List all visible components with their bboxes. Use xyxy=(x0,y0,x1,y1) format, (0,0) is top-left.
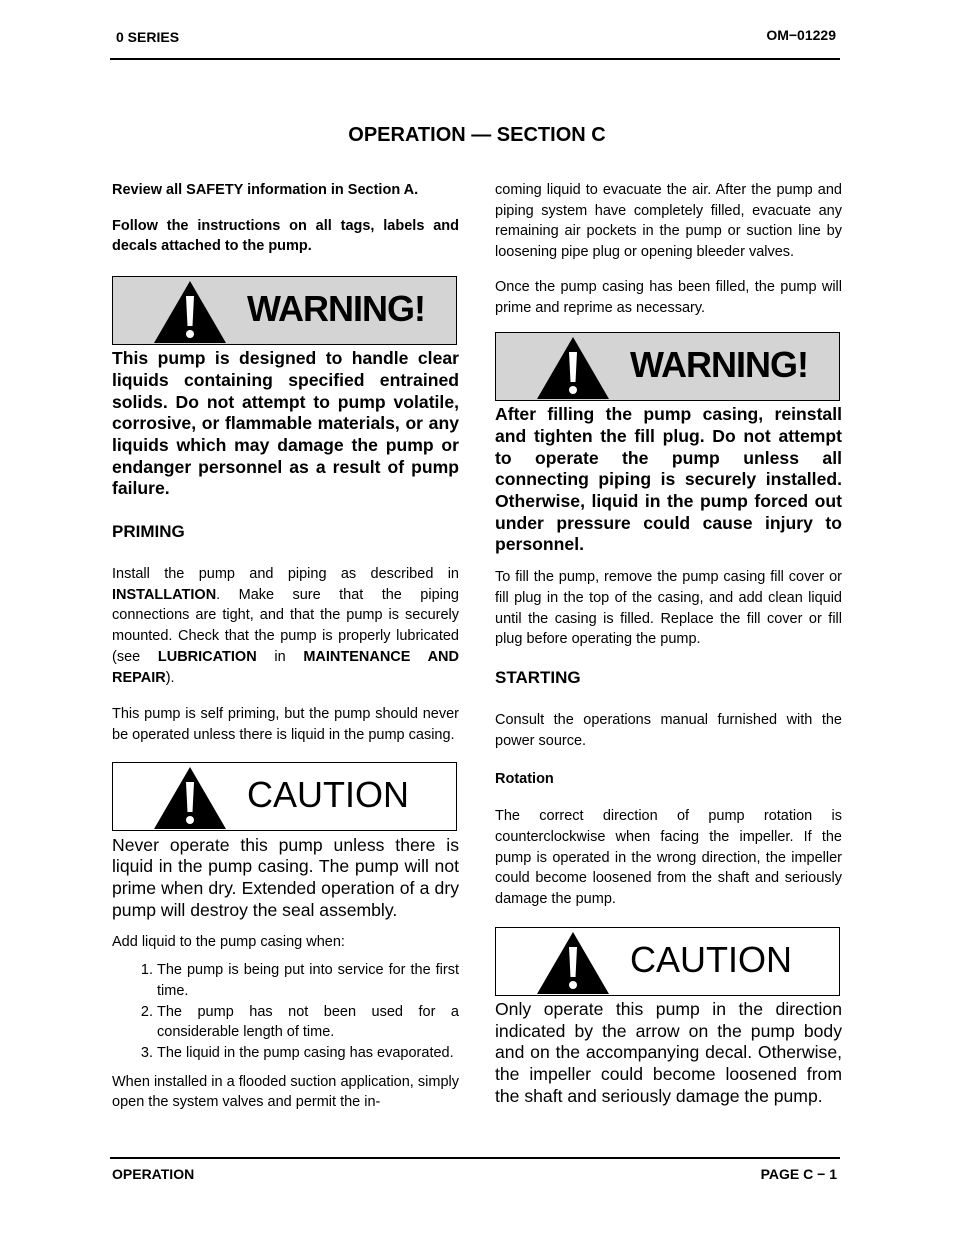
rotation-heading: Rotation xyxy=(495,771,554,788)
warning-text: This pump is designed to handle clear liquids containing specified entrained solids. Do not attempt to pump volatile, corrosive, or flammable materials, or any liquids which may damage the pump or endanger personnel as a result of pump failure. xyxy=(112,348,459,499)
caution-label: CAUTION xyxy=(630,938,792,980)
footer-section: OPERATION xyxy=(112,1166,195,1182)
reprime-paragraph: Once the pump casing has been filled, the pump will prime and reprime as necessary. xyxy=(495,278,842,316)
header-series: 0 SERIES xyxy=(116,29,180,45)
caution-box xyxy=(112,762,457,831)
tags-note: Follow the instructions on all tags, labels and decals attached to the pump. xyxy=(112,217,459,255)
rotation-paragraph: The correct direction of pump rotation is counterclockwise when facing the impeller. If the pump is operated in the wrong direction, the impeller could become loosened from the shaft and seriously damage the pump. xyxy=(495,808,842,908)
warning-box xyxy=(495,332,840,401)
warning-triangle-icon xyxy=(153,280,227,344)
fill-pump-paragraph: To fill the pump, remove the pump casing fill cover or fill plug in the top of the casing, and add clean liquid until the casing is filled. Replace the fill cover or fill plug before operating the pump. xyxy=(495,569,842,648)
warning-triangle-icon xyxy=(536,336,610,400)
header-rule xyxy=(110,58,840,60)
left-column xyxy=(112,180,459,1113)
warning-triangle-icon xyxy=(536,931,610,995)
priming-heading: PRIMING xyxy=(112,522,185,542)
warning-label: WARNING! xyxy=(630,344,808,386)
caution-text: Never operate this pump unless there is liquid in the pump casing. The pump will not prime when dry. Extended operation of a dry pump will destroy the seal assembly. xyxy=(112,834,459,920)
right-column xyxy=(495,180,842,1107)
footer-rule xyxy=(110,1157,840,1159)
evacuate-air-paragraph: coming liquid to evacuate the air. After the pump and piping system have completely filled, evacuate any remaining air pockets in the pump or suction line by loosening pipe plug or opening bleeder valves. xyxy=(495,182,842,261)
consult-paragraph: Consult the operations manual furnished with the power source. xyxy=(495,711,842,749)
add-liquid-list xyxy=(112,960,459,1064)
starting-heading: STARTING xyxy=(495,667,581,687)
footer-page-number: PAGE C − 1 xyxy=(760,1166,837,1182)
safety-note: Review all SAFETY information in Section A. xyxy=(112,182,419,198)
warning-label: WARNING! xyxy=(247,288,425,330)
caution-box xyxy=(495,927,840,996)
priming-paragraph: Install the pump and piping as described in INSTALLATION. Make sure that the piping connections are tight, and that the pump is securely mounted. Check that the pump is properly lubricated (see LUBRICATION in MAINTENANCE AND REPAIR). xyxy=(112,566,459,686)
list-item: 2. The pump has not been used for a considerable length of time. xyxy=(157,1002,459,1043)
flooded-suction-paragraph: When installed in a flooded suction application, simply open the system valves and permit the in- xyxy=(112,1073,459,1111)
caution-text: Only operate this pump in the direction indicated by the arrow on the pump body and on the accompanying decal. Otherwise, the impeller could become loosened from the shaft and seriously damage the pump. xyxy=(495,998,842,1106)
warning-box xyxy=(112,276,457,345)
warning-text: After filling the pump casing, reinstall and tighten the fill plug. Do not attempt to operate the pump unless all connecting piping is securely installed. Otherwise, liquid in the pump forced out under pressure could cause injury to personnel. xyxy=(495,404,842,555)
self-priming-paragraph: This pump is self priming, but the pump should never be operated unless there is liquid in the pump casing. xyxy=(112,706,459,743)
page-title: OPERATION — SECTION C xyxy=(348,124,606,146)
header-doc-number: OM−01229 xyxy=(766,27,836,43)
warning-triangle-icon xyxy=(153,766,227,830)
add-liquid-intro: Add liquid to the pump casing when: xyxy=(112,934,345,951)
list-item: 1. The pump is being put into service for the first time. xyxy=(157,960,459,1001)
caution-label: CAUTION xyxy=(247,773,409,815)
list-item: 3. The liquid in the pump casing has evaporated. xyxy=(157,1043,459,1064)
